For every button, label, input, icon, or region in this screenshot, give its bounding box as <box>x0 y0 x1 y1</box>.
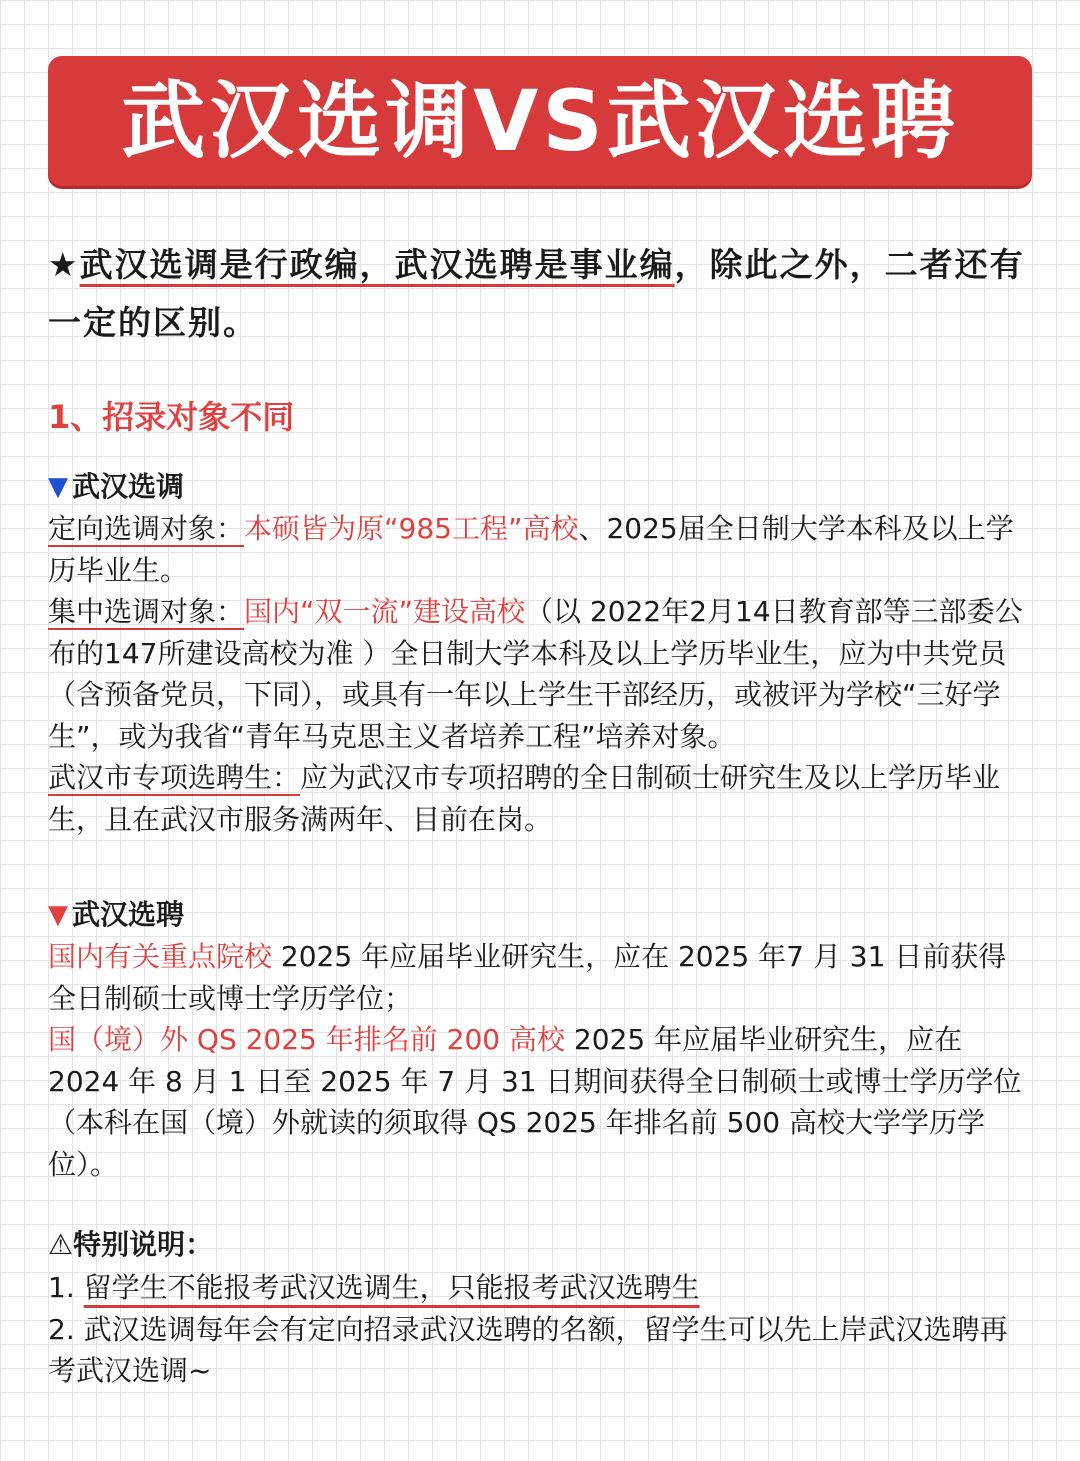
notes-heading <box>48 1223 1032 1267</box>
warning-icon: ⚠ <box>48 1228 74 1261</box>
intro-rest: ，除此之外，二者还有一定的区别。 <box>48 245 1025 342</box>
note-item <box>48 1309 1032 1392</box>
note-number: 1. <box>48 1271 84 1304</box>
item-label: 集中选调对象： <box>48 595 245 628</box>
intro-highlight: 武汉选调是行政编，武汉选聘是事业编 <box>79 245 675 284</box>
star-icon: ★ <box>48 245 80 284</box>
intro-paragraph <box>48 236 1032 352</box>
item-highlight: 国（境）外 QS 2025 年排名前 200 高校 <box>48 1023 566 1056</box>
xuanpin-item-domestic <box>48 936 1032 1019</box>
triangle-down-icon: ▼ <box>48 900 68 930</box>
item-label: 定向选调对象： <box>48 512 245 545</box>
triangle-down-icon: ▼ <box>48 472 68 502</box>
item-text: 、2025届全日制大学本科及以上学历毕业生。 <box>48 512 1014 587</box>
item-text: 应为武汉市专项招聘的全日制硕士研究生及以上学历毕业生，且在武汉市服务满两年、目前在岗。 <box>48 761 1001 836</box>
item-label: 武汉市专项选聘生： <box>48 761 301 794</box>
note-item <box>48 1267 1032 1309</box>
xuanpin-heading <box>48 894 1032 936</box>
title-banner <box>48 56 1032 186</box>
item-text: （以 2022年2月14日教育部等三部委公布的147所建设高校为准 ）全日制大学本科及以上学历毕业生，应为中共党员（含预备党员，下同），或具有一年以上学生干部经历，或被评为学校“三好学生”，或为我省“青年马克思主义者培养工程”培养对象。 <box>48 595 1023 753</box>
page-title: 武汉选调VS武汉选聘 <box>121 72 959 170</box>
xuandiao-heading <box>48 466 1032 508</box>
xuandiao-heading-label: 武汉选调 <box>72 470 185 503</box>
item-highlight: 国内有关重点院校 <box>48 940 273 973</box>
spacer <box>48 840 1032 870</box>
xuandiao-item-special <box>48 757 1032 840</box>
section-heading: 1、招录对象不同 <box>48 398 295 436</box>
article-body <box>48 236 1032 1392</box>
item-text: 2025 年应届毕业研究生，应在 2024 年 8 月 1 日至 2025 年 7 月 31 日期间获得全日制硕士或博士学历学位（本科在国（境）外就读的须取得 QS 2025 年排名前 500 高校大学学历学位）。 <box>48 1023 1022 1181</box>
note-number: 2. <box>48 1312 84 1346</box>
item-highlight: 国内“双一流”建设高校 <box>244 595 526 628</box>
item-text: 2025 年应届毕业研究生，应在 2025 年7 月 31 日前获得全日制硕士或博士学历学位； <box>48 940 1007 1015</box>
item-highlight: 本硕皆为原“985工程”高校 <box>244 512 579 545</box>
notes-heading-label: 特别说明： <box>73 1228 214 1261</box>
xuandiao-item-directed <box>48 508 1032 591</box>
xuanpin-item-overseas <box>48 1019 1032 1185</box>
xuanpin-heading-label: 武汉选聘 <box>72 898 185 931</box>
note-text: 武汉选调每年会有定向招录武汉选聘的名额，留学生可以先上岸武汉选聘再考武汉选调~ <box>48 1312 1008 1387</box>
xuandiao-item-centralized <box>48 591 1032 757</box>
note-text: 留学生不能报考武汉选调生，只能报考武汉选聘生 <box>83 1271 700 1304</box>
